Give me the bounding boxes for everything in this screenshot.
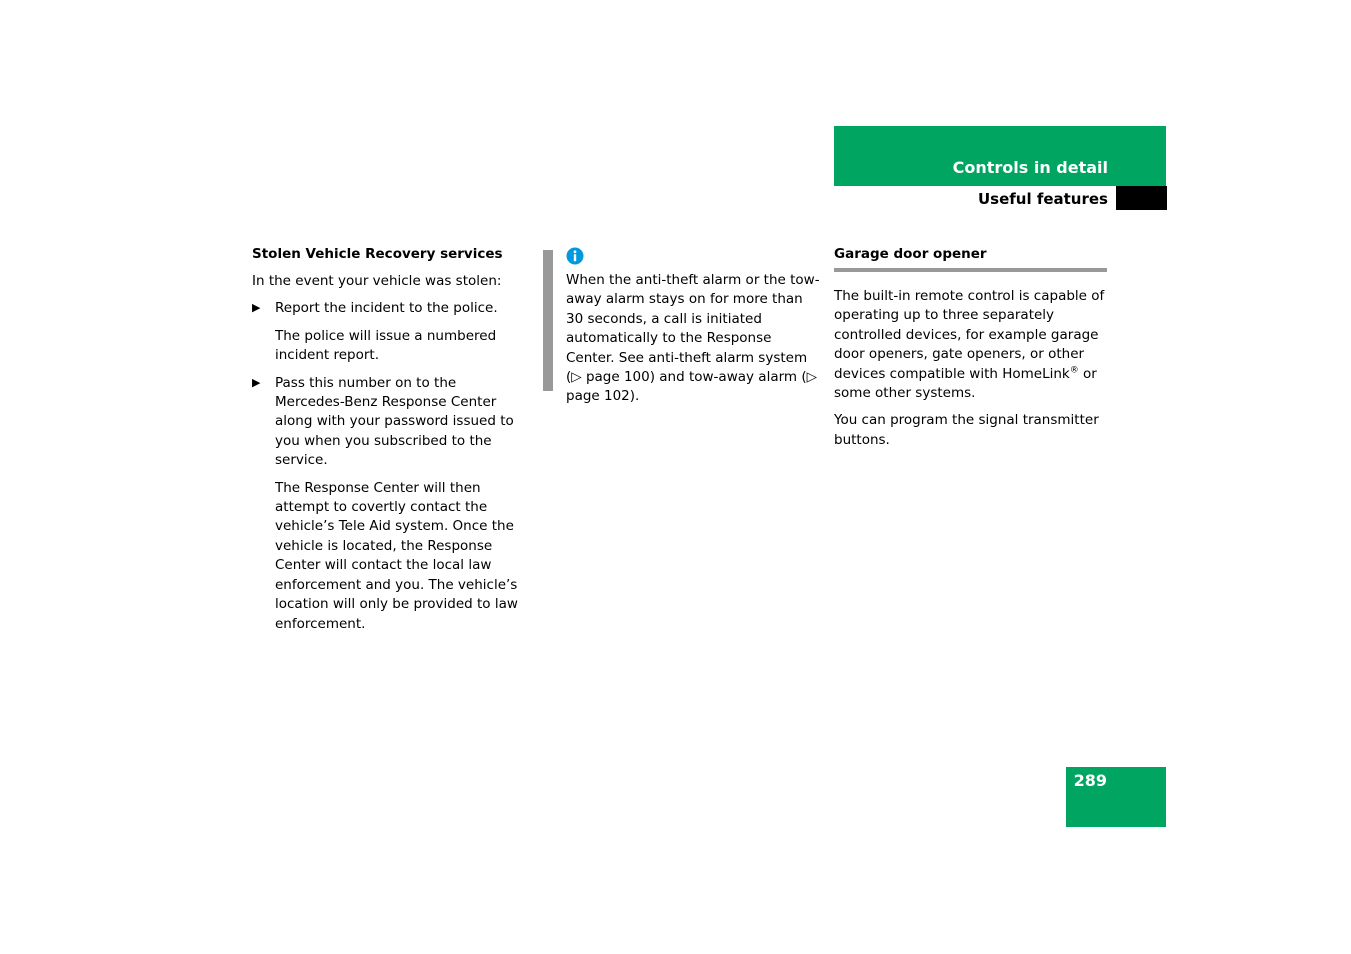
page-number: 289 [1073, 771, 1107, 790]
garage-door-program-text: You can program the signal transmitter buttons. [834, 412, 1099, 448]
garage-door-column [834, 245, 1107, 450]
heading-rule [834, 268, 1107, 272]
step-text: Pass this number on to the Mercedes-Benz Response Center along with your password issued to you when you subscribed to the service. [275, 374, 514, 469]
description-text-end: or some other systems. [834, 365, 1097, 402]
garage-door-heading: Garage door opener [834, 246, 987, 262]
chapter-title: Controls in detail [952, 158, 1108, 177]
bullet-arrow-icon: ▶ [252, 302, 261, 315]
chapter-header-band [834, 126, 1166, 186]
info-note-text: When the anti-theft alarm or the tow-away alarm stays on for more than 30 seconds, a call is initiated automatically to the Response Center. See anti-theft alarm system (▷ page 100) and tow-away alarm (▷ page 102). [566, 272, 820, 405]
note-side-bar [543, 250, 553, 391]
step-pass-number [252, 374, 527, 471]
garage-door-description [834, 287, 1107, 403]
section-title: Useful features [977, 190, 1108, 208]
info-note [566, 271, 821, 407]
registered-mark: ® [1069, 365, 1079, 376]
stolen-vehicle-column [252, 245, 527, 634]
stolen-vehicle-intro: In the event your vehicle was stolen: [252, 273, 502, 289]
step-note: The Response Center will then attempt to covertly contact the vehicle’s Tele Aid system. Once the vehicle is located, the Response Center will contact the local law enforcement and you. The vehicle’s location will only be provided to law enforcement. [275, 479, 518, 632]
description-text: The built-in remote control is capable of operating up to three separately controlled devices, for example garage door openers, gate openers, or other devices compatible with HomeLink [834, 288, 1105, 382]
bullet-arrow-icon: ▶ [252, 376, 261, 389]
stolen-vehicle-heading: Stolen Vehicle Recovery services [252, 246, 503, 262]
step-text: Report the incident to the police. [275, 300, 498, 317]
info-icon [566, 247, 584, 265]
step-note: The police will issue a numbered incident report. [275, 327, 497, 364]
section-tab-marker [1116, 186, 1167, 210]
step-report-police [252, 299, 527, 318]
